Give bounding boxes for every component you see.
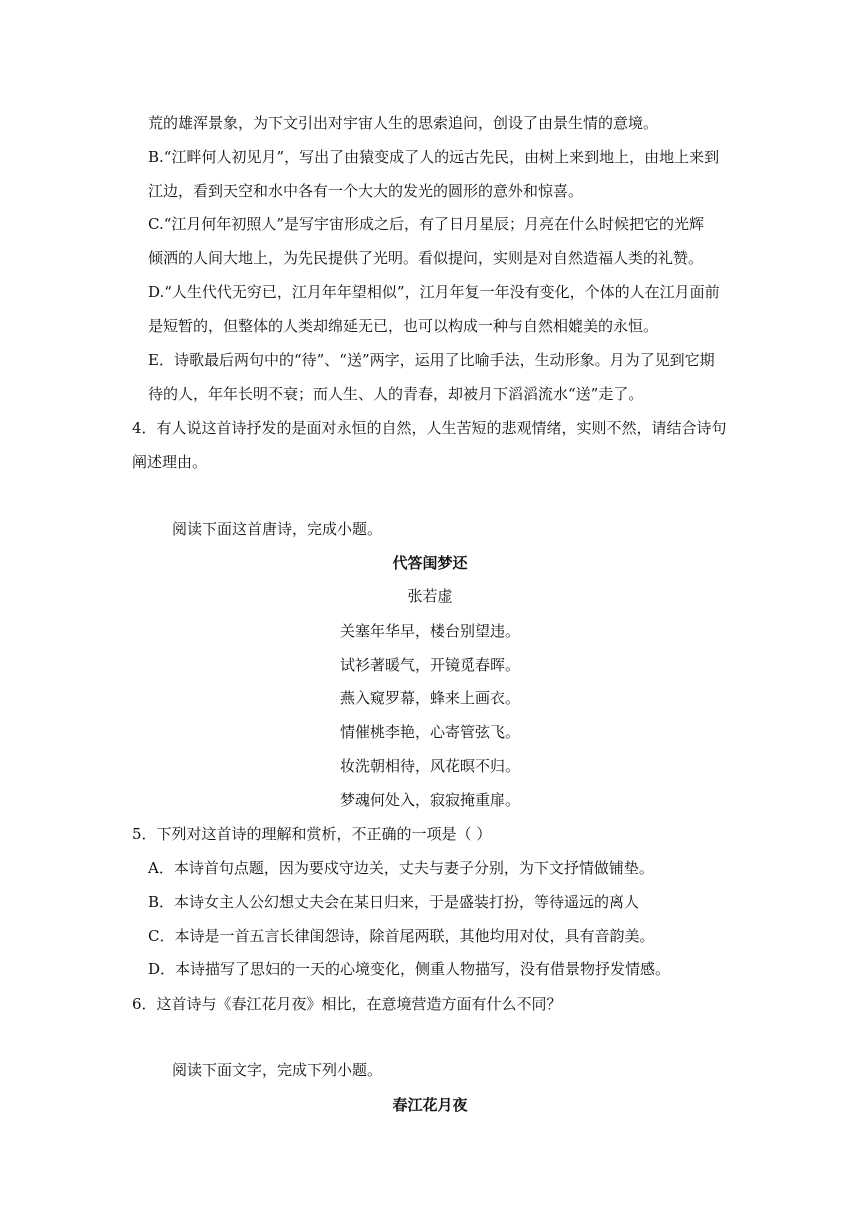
- question-5-stem: 5．下列对这首诗的理解和赏析，不正确的一项是（ ）: [132, 825, 492, 843]
- poem-verse: 情催桃李艳，心寄管弦飞。: [339, 723, 520, 741]
- poem-title: 代答闺梦还: [392, 554, 468, 572]
- option-c-line1: C.“江月何年初照人”是写宇宙形成之后，有了日月星辰；月亮在什么时候把它的光辉: [148, 215, 705, 233]
- section-3-title: 春江花月夜: [392, 1096, 468, 1114]
- poem-verse: 关塞年华早，楼台别望违。: [339, 622, 520, 640]
- question-5-option-a: A．本诗首句点题，因为要戍守边关，丈夫与妻子分别，为下文抒情做铺垫。: [148, 859, 654, 877]
- option-d-line2: 是短暂的，但整体的人类却绵延无已，也可以构成一种与自然相媲美的永恒。: [148, 317, 659, 335]
- question-5-option-d: D．本诗描写了思妇的一天的心境变化，侧重人物描写，没有借景物抒发情感。: [148, 960, 671, 978]
- poem-verse: 梦魂何处入，寂寂掩重扉。: [339, 791, 520, 809]
- section-3-intro: 阅读下面文字，完成下列小题。: [172, 1061, 383, 1079]
- section-2-intro: 阅读下面这首唐诗，完成小题。: [172, 520, 383, 538]
- question-4-line1: 4．有人说这首诗抒发的是面对永恒的自然，人生苦短的悲观情绪，实则不然，请结合诗句: [132, 419, 727, 437]
- option-e-line2: 待的人，年年长明不衰；而人生、人的青春，却被月下滔滔流水“送”走了。: [148, 385, 644, 403]
- poem-verse: 试衫著暖气，开镜觅春晖。: [339, 656, 520, 674]
- option-c-line2: 倾洒的人间大地上，为先民提供了光明。看似提问，实则是对自然造福人类的礼赞。: [148, 249, 704, 267]
- option-a-continuation: 荒的雄浑景象，为下文引出对宇宙人生的思索追问，创设了由景生情的意境。: [148, 114, 659, 132]
- option-b-line2: 江边，看到天空和水中各有一个大大的发光的圆形的意外和惊喜。: [148, 182, 584, 200]
- question-5-option-c: C．本诗是一首五言长律闺怨诗，除首尾两联，其他均用对仗，具有音韵美。: [148, 927, 655, 945]
- question-4-line2: 阐述理由。: [132, 453, 208, 471]
- poem-author: 张若虚: [407, 587, 453, 605]
- option-e-line1: E．诗歌最后两句中的“待”、“送”两字，运用了比喻手法，生动形象。月为了见到它期: [148, 351, 715, 369]
- question-5-option-b: B．本诗女主人公幻想丈夫会在某日归来，于是盛装打扮，等待遥远的离人: [148, 893, 640, 911]
- poem-verse: 妆洗朝相待，风花暝不归。: [339, 757, 520, 775]
- option-d-line1: D.“人生代代无穷已，江月年年望相似”，江月年复一年没有变化，个体的人在江月面前: [148, 283, 720, 301]
- poem-verse: 燕入窥罗幕，蜂来上画衣。: [339, 689, 520, 707]
- option-b-line1: B.“江畔何人初见月”，写出了由猿变成了人的远古先民，由树上来到地上，由地上来到: [148, 148, 720, 166]
- question-6-stem: 6．这首诗与《春江花月夜》相比，在意境营造方面有什么不同？: [132, 995, 562, 1013]
